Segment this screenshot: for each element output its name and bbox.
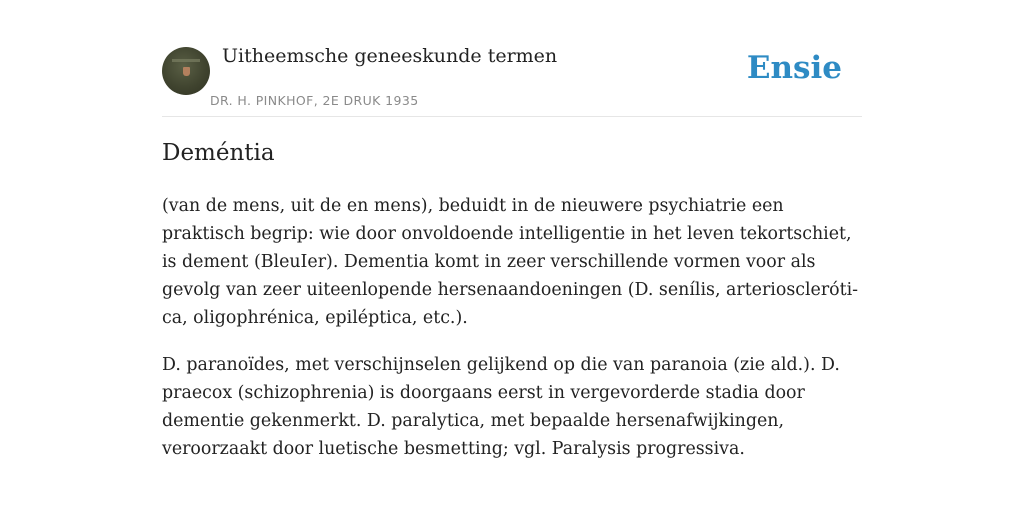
- book-cover-label-strip: [172, 59, 200, 62]
- book-title[interactable]: Uitheemsche geneeskunde termen: [222, 45, 558, 67]
- entry-paragraph: D. paranoïdes, met verschijnselen gelijkend op die van paranoia (zie ald.). D. praecox (schizophrenia) is doorgaans eerst in vergevorderde stadia door dementie gekenmerkt. D. paralytica, met bepaalde hersenafwijkingen, veroorzaakt door luetische besmetting; vgl. Paralysis progressiva.: [162, 355, 840, 459]
- book-subtitle: DR. H. PINKHOF, 2E DRUK 1935: [210, 93, 419, 108]
- book-cover-image[interactable]: [162, 47, 210, 95]
- ensie-logo[interactable]: Ensie: [746, 50, 842, 86]
- entry-body: [162, 192, 862, 482]
- header: [162, 40, 862, 117]
- entry-title: Deméntia: [162, 140, 275, 166]
- book-cover-emblem-icon: [183, 67, 190, 76]
- entry-paragraph: (van de mens, uit de en mens), beduidt in de nieuwere psychiatrie een praktisch begrip: wie door onvoldoende intelligentie in het leven tekortschiet, is dement (BleuIer). Dementia komt in zeer verschillende vormen voor als gevolg van zeer uiteenlopende hersenaandoeningen (D. senílis, arteriosclerótica, oligophrénica, epiléptica, etc.).: [162, 196, 859, 328]
